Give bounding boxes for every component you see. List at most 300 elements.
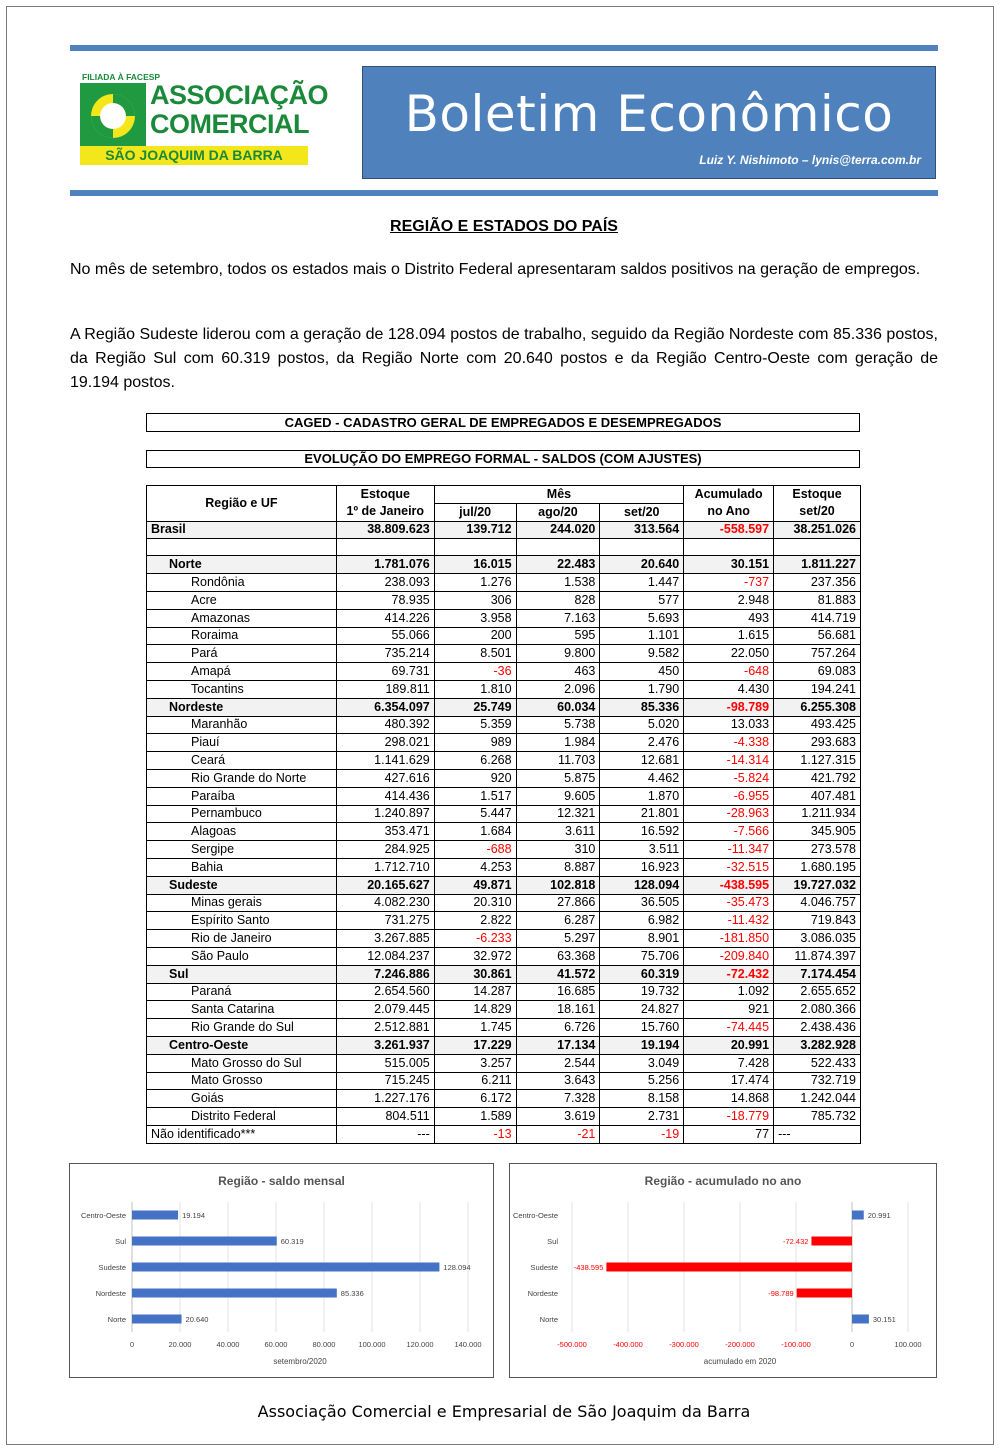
x-tick-label: 80.000 [312,1340,336,1349]
cell-value: -21 [516,1125,600,1143]
cell-value: 6.287 [516,912,600,930]
cell-value: 7.428 [684,1054,774,1072]
cell-value: 515.005 [336,1054,434,1072]
row-label: Não identificado*** [147,1125,337,1143]
table-row [147,698,861,716]
cell-value: 32.972 [434,947,516,965]
cell-value: 1.141.629 [336,752,434,770]
cell-value: 2.079.445 [336,1001,434,1019]
table-row [147,1125,861,1143]
x-axis-title: acumulado em 2020 [703,1357,777,1366]
data-label: 20.991 [867,1211,891,1220]
cell-value: 3.619 [516,1108,600,1126]
data-label: -438.595 [573,1263,604,1272]
x-tick-label: -100.000 [781,1340,811,1349]
category-label: Sul [547,1237,558,1246]
category-label: Norte [107,1315,126,1324]
cell-value: 63.368 [516,947,600,965]
bar [797,1289,852,1298]
data-label: 30.151 [872,1315,896,1324]
cell-value: 14.287 [434,983,516,1001]
cell-value: 237.356 [774,574,861,592]
cell-value: 5.875 [516,769,600,787]
table-caption-evolution: EVOLUÇÃO DO EMPREGO FORMAL - SALDOS (COM AJUSTES) [146,450,860,468]
logo-emblem-icon [80,83,146,149]
cell-value: --- [774,1125,861,1143]
cell-value: 12.321 [516,805,600,823]
logo-line2: COMERCIAL [150,109,309,139]
row-label: Maranhão [147,716,337,734]
row-label: Brasil [147,521,337,539]
cell-value: 1.870 [600,787,684,805]
table-row [147,734,861,752]
cell-value: 36.505 [600,894,684,912]
cell-value: 30.151 [684,556,774,574]
cell-value: 298.021 [336,734,434,752]
association-logo [80,72,329,167]
cell-value: 4.253 [434,858,516,876]
cell-value: 313.564 [600,521,684,539]
cell-value: 244.020 [516,521,600,539]
table-row [147,983,861,1001]
cell-value: 1.538 [516,574,600,592]
header-stock-start-date: 1º de Janeiro [336,503,434,521]
row-label: Mato Grosso do Sul [147,1054,337,1072]
table-row [147,521,861,539]
bar [132,1315,182,1324]
cell-value: 3.511 [600,841,684,859]
row-label: Amapá [147,663,337,681]
cell-value: 60.034 [516,698,600,716]
table-row [147,591,861,609]
cell-value: 20.310 [434,894,516,912]
cell-value: -209.840 [684,947,774,965]
cell-value: 1.517 [434,787,516,805]
cell-value [336,539,434,556]
cell-value: 17.474 [684,1072,774,1090]
cell-value: 6.211 [434,1072,516,1090]
table-row [147,680,861,698]
row-label: Santa Catarina [147,1001,337,1019]
table-row [147,539,861,556]
cell-value: -688 [434,841,516,859]
cell-value: 25.749 [434,698,516,716]
cell-value: -6.233 [434,930,516,948]
cell-value: 1.092 [684,983,774,1001]
cell-value: 2.476 [600,734,684,752]
header-jul: jul/20 [434,503,516,521]
cell-value: 5.359 [434,716,516,734]
cell-value: -181.850 [684,930,774,948]
cell-value: 238.093 [336,574,434,592]
cell-value: 732.719 [774,1072,861,1090]
bar [811,1237,852,1246]
cell-value: 102.818 [516,876,600,894]
row-label: Sergipe [147,841,337,859]
cell-value: 463 [516,663,600,681]
header-stock-start: Estoque [336,486,434,504]
table-row [147,1036,861,1054]
cell-value: 194.241 [774,680,861,698]
header-ago: ago/20 [516,503,600,521]
cell-value: 8.501 [434,645,516,663]
category-label: Sul [115,1237,126,1246]
bar [852,1211,864,1220]
table-row [147,805,861,823]
cell-value: 1.781.076 [336,556,434,574]
cell-value: 1.240.897 [336,805,434,823]
cell-value: -32.515 [684,858,774,876]
cell-value: 4.046.757 [774,894,861,912]
bulletin-title: Boletim Econômico [404,85,894,143]
cell-value: 69.083 [774,663,861,681]
cell-value: 69.731 [336,663,434,681]
cell-value: 20.165.627 [336,876,434,894]
cell-value: 5.020 [600,716,684,734]
row-label: Minas gerais [147,894,337,912]
cell-value: 75.706 [600,947,684,965]
bar [606,1263,852,1272]
cell-value: -13 [434,1125,516,1143]
cell-value: 5.447 [434,805,516,823]
cell-value: 1.745 [434,1019,516,1037]
row-label: Bahia [147,858,337,876]
cell-value: 38.809.623 [336,521,434,539]
cell-value: -36 [434,663,516,681]
cell-value: 200 [434,627,516,645]
x-tick-label: 40.000 [216,1340,240,1349]
category-label: Centro-Oeste [512,1211,558,1220]
table-row [147,894,861,912]
cell-value: 81.883 [774,591,861,609]
employment-table [146,485,861,1144]
cell-value: 785.732 [774,1108,861,1126]
cell-value: 7.174.454 [774,965,861,983]
cell-value: -11.432 [684,912,774,930]
x-tick-label: -400.000 [613,1340,643,1349]
row-label: São Paulo [147,947,337,965]
cell-value: -98.789 [684,698,774,716]
header-region: Região e UF [147,486,337,522]
cell-value: -72.432 [684,965,774,983]
cell-value: 19.732 [600,983,684,1001]
cell-value: 407.481 [774,787,861,805]
header-accumulated: Acumulado [684,486,774,504]
row-label: Distrito Federal [147,1108,337,1126]
category-label: Sudeste [98,1263,126,1272]
cell-value: 731.275 [336,912,434,930]
cell-value: 5.693 [600,609,684,627]
row-label: Goiás [147,1090,337,1108]
row-label: Paraíba [147,787,337,805]
row-label: Sudeste [147,876,337,894]
cell-value: 1.589 [434,1108,516,1126]
table-row [147,787,861,805]
row-label: Nordeste [147,698,337,716]
cell-value: 1.227.176 [336,1090,434,1108]
category-label: Nordeste [527,1289,558,1298]
cell-value: -14.314 [684,752,774,770]
cell-value: 1.811.227 [774,556,861,574]
cell-value: 12.084.237 [336,947,434,965]
cell-value: 14.868 [684,1090,774,1108]
logo-tagline: FILIADA À FACESP [82,72,161,82]
cell-value: 3.958 [434,609,516,627]
cell-value: 21.801 [600,805,684,823]
cell-value: 24.827 [600,1001,684,1019]
x-tick-label: 120.000 [406,1340,434,1349]
data-label: 128.094 [443,1263,471,1272]
cell-value: 41.572 [516,965,600,983]
cell-value: 421.792 [774,769,861,787]
bar [852,1315,869,1324]
row-label: Rio Grande do Norte [147,769,337,787]
cell-value: 414.226 [336,609,434,627]
cell-value: 493 [684,609,774,627]
cell-value: 595 [516,627,600,645]
chart-monthly [70,1164,493,1377]
row-label: Amazonas [147,609,337,627]
cell-value: 56.681 [774,627,861,645]
cell-value: 284.925 [336,841,434,859]
cell-value: 189.811 [336,680,434,698]
cell-value: 3.261.937 [336,1036,434,1054]
chart-title: Região - acumulado no ano [644,1174,802,1188]
table-row [147,1054,861,1072]
cell-value: -35.473 [684,894,774,912]
cell-value: 17.134 [516,1036,600,1054]
top-rule [70,45,938,51]
cell-value: 1.211.934 [774,805,861,823]
row-label: Rondônia [147,574,337,592]
cell-value: 6.172 [434,1090,516,1108]
cell-value: 85.336 [600,698,684,716]
cell-value: -11.347 [684,841,774,859]
cell-value: 30.861 [434,965,516,983]
cell-value: 27.866 [516,894,600,912]
table-row [147,1019,861,1037]
table-row [147,947,861,965]
bar [132,1289,337,1298]
cell-value: --- [336,1125,434,1143]
table-row [147,823,861,841]
cell-value: 1.447 [600,574,684,592]
row-label: Acre [147,591,337,609]
table-row [147,930,861,948]
table-row [147,965,861,983]
cell-value [684,539,774,556]
cell-value: 522.433 [774,1054,861,1072]
cell-value: 139.712 [434,521,516,539]
row-label: Roraima [147,627,337,645]
cell-value: 306 [434,591,516,609]
cell-value: 9.582 [600,645,684,663]
row-label: Pará [147,645,337,663]
table-row [147,574,861,592]
category-label: Sudeste [530,1263,558,1272]
x-tick-label: 100.000 [894,1340,922,1349]
cell-value: 1.712.710 [336,858,434,876]
data-label: 19.194 [182,1211,206,1220]
cell-value [434,539,516,556]
row-label: Rio Grande do Sul [147,1019,337,1037]
cell-value: -4.338 [684,734,774,752]
cell-value: -18.779 [684,1108,774,1126]
cell-value: 1.615 [684,627,774,645]
cell-value: 735.214 [336,645,434,663]
x-axis-title: setembro/2020 [273,1357,327,1366]
row-label: Alagoas [147,823,337,841]
cell-value: 55.066 [336,627,434,645]
cell-value: 2.822 [434,912,516,930]
cell-value: -19 [600,1125,684,1143]
paragraph-2: A Região Sudeste liderou com a geração de 128.094 postos de trabalho, seguido da Região Nordeste com 85.336 postos, da Região Sul com 60.319 postos, da Região Norte com 20.640 postos e da Região Centro-Oeste com geração de 19.194 postos. [70,326,938,391]
header-month: Mês [434,486,683,504]
table-row [147,858,861,876]
chart-accumulated [510,1164,936,1377]
cell-value: 60.319 [600,965,684,983]
cell-value: 2.655.652 [774,983,861,1001]
cell-value: 2.512.881 [336,1019,434,1037]
x-tick-label: 0 [129,1340,135,1349]
cell-value: 2.438.436 [774,1019,861,1037]
cell-value: 7.328 [516,1090,600,1108]
cell-value: 345.905 [774,823,861,841]
header-accumulated-year: no Ano [684,503,774,521]
cell-value: 16.592 [600,823,684,841]
cell-value: 49.871 [434,876,516,894]
cell-value: 11.874.397 [774,947,861,965]
cell-value: 8.901 [600,930,684,948]
cell-value: 2.096 [516,680,600,698]
cell-value [516,539,600,556]
header-stock-end-date: set/20 [774,503,861,521]
cell-value: 4.082.230 [336,894,434,912]
section-title: REGIÃO E ESTADOS DO PAÍS [390,218,618,235]
cell-value: 6.268 [434,752,516,770]
header-stock-end: Estoque [774,486,861,504]
cell-value: -737 [684,574,774,592]
cell-value: 8.887 [516,858,600,876]
chart-accumulated-box [509,1163,937,1378]
cell-value: 2.731 [600,1108,684,1126]
cell-value: 920 [434,769,516,787]
table-row [147,912,861,930]
cell-value: -74.445 [684,1019,774,1037]
cell-value: 1.276 [434,574,516,592]
cell-value: 2.654.560 [336,983,434,1001]
row-label: Paraná [147,983,337,1001]
logo-city: SÃO JOAQUIM DA BARRA [80,146,308,165]
cell-value: 4.462 [600,769,684,787]
cell-value: 5.738 [516,716,600,734]
cell-value: 3.643 [516,1072,600,1090]
cell-value: 6.726 [516,1019,600,1037]
cell-value: -648 [684,663,774,681]
table-row [147,876,861,894]
table-row [147,1090,861,1108]
cell-value: 13.033 [684,716,774,734]
cell-value: 1.242.044 [774,1090,861,1108]
cell-value: 20.991 [684,1036,774,1054]
cell-value: 3.049 [600,1054,684,1072]
data-label: 60.319 [280,1237,304,1246]
header-rule [70,190,938,196]
x-tick-label: -200.000 [725,1340,755,1349]
cell-value: 1.684 [434,823,516,841]
cell-value: 414.436 [336,787,434,805]
cell-value: 19.727.032 [774,876,861,894]
cell-value: 757.264 [774,645,861,663]
table-row [147,769,861,787]
cell-value [774,539,861,556]
cell-value: 989 [434,734,516,752]
cell-value: 2.948 [684,591,774,609]
chart-monthly-box [69,1163,494,1378]
cell-value: 16.015 [434,556,516,574]
cell-value: 414.719 [774,609,861,627]
row-label: Tocantins [147,680,337,698]
cell-value: 16.685 [516,983,600,1001]
cell-value: 804.511 [336,1108,434,1126]
cell-value: 14.829 [434,1001,516,1019]
footer-text: Associação Comercial e Empresarial de São Joaquim da Barra [257,1402,751,1421]
cell-value: 11.703 [516,752,600,770]
table-row [147,1001,861,1019]
table-row [147,627,861,645]
cell-value: 6.982 [600,912,684,930]
category-label: Nordeste [95,1289,126,1298]
x-tick-label: 60.000 [264,1340,288,1349]
cell-value: 9.605 [516,787,600,805]
cell-value: 5.256 [600,1072,684,1090]
cell-value: 6.255.308 [774,698,861,716]
cell-value: -7.566 [684,823,774,841]
category-label: Centro-Oeste [80,1211,126,1220]
row-label [147,539,337,556]
cell-value: -5.824 [684,769,774,787]
cell-value: 128.094 [600,876,684,894]
cell-value: 427.616 [336,769,434,787]
cell-value: 3.611 [516,823,600,841]
x-tick-label: 100.000 [358,1340,386,1349]
cell-value: 1.680.195 [774,858,861,876]
cell-value: 1.790 [600,680,684,698]
cell-value: 450 [600,663,684,681]
category-label: Norte [539,1315,558,1324]
row-label: Rio de Janeiro [147,930,337,948]
cell-value: 3.267.885 [336,930,434,948]
x-tick-label: 20.000 [168,1340,192,1349]
bulletin-banner [362,66,936,179]
cell-value: -6.955 [684,787,774,805]
bar [132,1211,178,1220]
cell-value: 3.257 [434,1054,516,1072]
cell-value: 1.127.315 [774,752,861,770]
row-label: Espírito Santo [147,912,337,930]
data-label: -72.432 [783,1237,809,1246]
cell-value: -438.595 [684,876,774,894]
cell-value: 828 [516,591,600,609]
cell-value: 22.050 [684,645,774,663]
cell-value: 293.683 [774,734,861,752]
cell-value: 22.483 [516,556,600,574]
x-tick-label: 0 [849,1340,855,1349]
cell-value: 2.544 [516,1054,600,1072]
header-set: set/20 [600,503,684,521]
cell-value: 310 [516,841,600,859]
cell-value: 3.282.928 [774,1036,861,1054]
